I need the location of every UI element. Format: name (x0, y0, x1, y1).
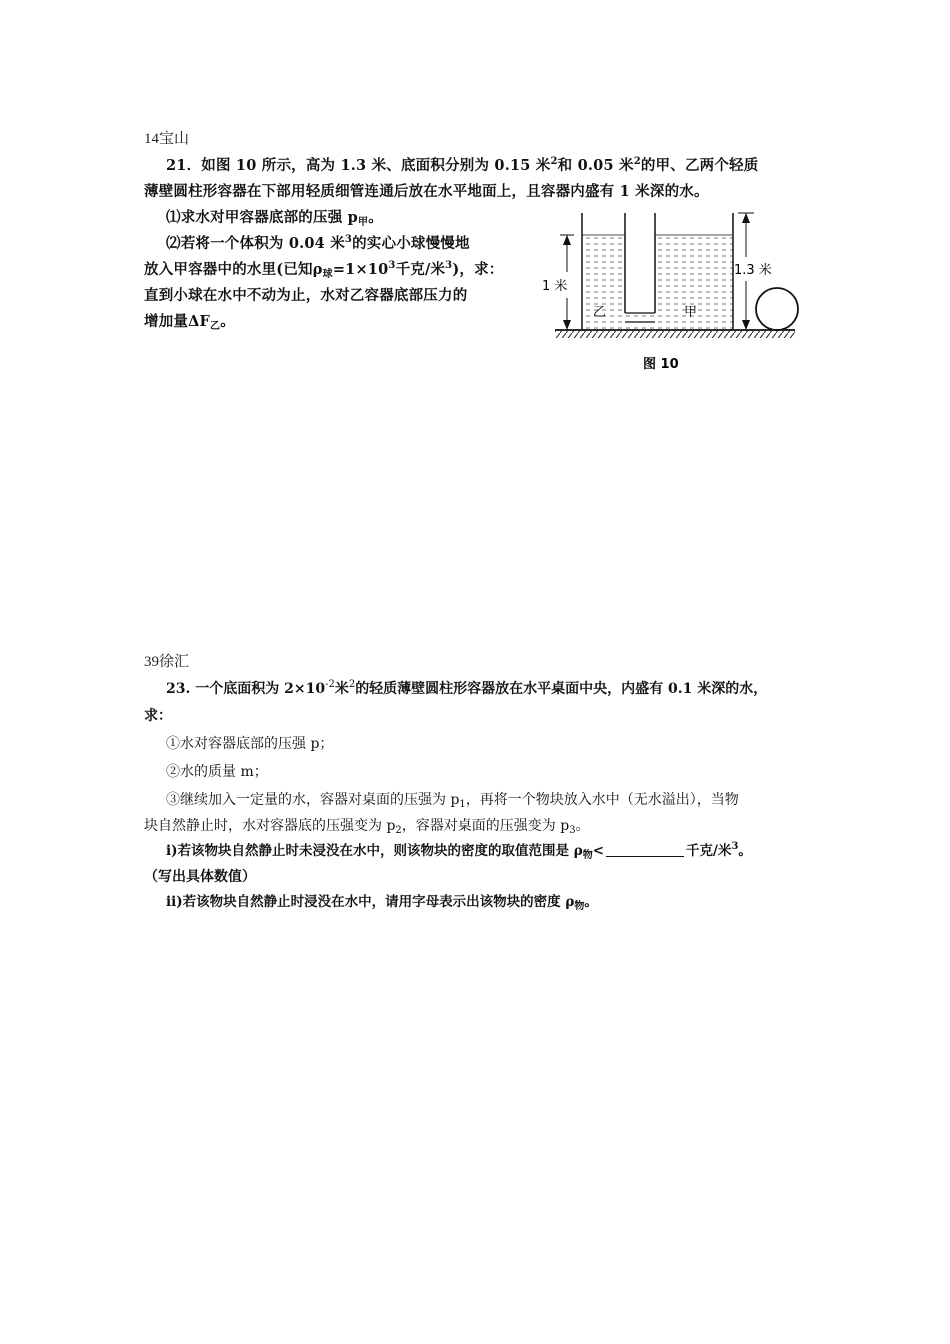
q21-part-2-line-3: 直到小球在水中不动为止，水对乙容器底部压力的 (144, 287, 468, 304)
q23-line-1: 23. 一个底面积为 $2\times 10^{-2}$米$^2$的轻质薄壁圆柱形容器放在水平桌面中央，内盛有 0.1 米深的水， (166, 679, 768, 697)
label-1m: 1 米 (542, 279, 568, 294)
q23-subpart-i-note: （写出具体数值） (144, 869, 256, 885)
figure-caption: 图 10 (643, 357, 679, 372)
q23-part-3-line-1: ③继续加入一定量的水，容器对桌面的压强为 $p_1$，再将一个物块放入水中（无水溢出），当物 (166, 792, 739, 810)
label-container-b: 乙 (593, 305, 607, 320)
answer-blank[interactable] (606, 842, 684, 857)
q21-part-2-line-2: 放入甲容器中的水里(已知$\rho_球=1\times 10^3$千克/米$^3$)，求： (144, 260, 504, 280)
q21-line-2: 薄壁圆柱形容器在下部用轻质细管连通后放在水平地面上，且容器内盛有 1 米深的水。 (144, 183, 709, 200)
q21-part-2-line-1: ⑵若将一个体积为 0.04 米$^3$的实心小球慢慢地 (166, 234, 470, 252)
q21-part-1: ⑴求水对甲容器底部的压强 $p_甲$。 (166, 209, 383, 228)
q23-part-3-line-2: 块自然静止时，水对容器底的压强变为 $p_2$，容器对桌面的压强变为 $p_3$。 (144, 818, 590, 836)
label-container-a: 甲 (684, 305, 698, 320)
figure-10-diagram (530, 205, 810, 385)
q21-line-1: 21．如图 10 所示，高为 1.3 米、底面积分别为 0.15 米$^2$和 0.05 米$^2$的甲、乙两个轻质 (166, 156, 759, 174)
q21-part-2-line-4: 增加量$\Delta F_乙$。 (144, 313, 235, 332)
q23-part-1: ①水对容器底部的压强 p； (166, 736, 334, 752)
ball (756, 288, 798, 330)
ground-hatch (555, 331, 795, 338)
source-label-2: 39徐汇 (144, 654, 190, 670)
source-label-1: 14宝山 (144, 131, 190, 147)
label-1-3m: 1.3 米 (734, 263, 772, 278)
q23-part-2: ②水的质量 m； (166, 764, 268, 780)
q23-subpart-i: i)若该物块自然静止时未浸没在水中，则该物块的密度的取值范围是 $\rho_物<$ 千克/米$^3$。 (166, 841, 752, 861)
q23-line-2: 求： (144, 708, 172, 724)
q23-subpart-ii: ii)若该物块自然静止时浸没在水中，请用字母表示出该物块的密度 $\rho_物$。 (166, 894, 598, 912)
